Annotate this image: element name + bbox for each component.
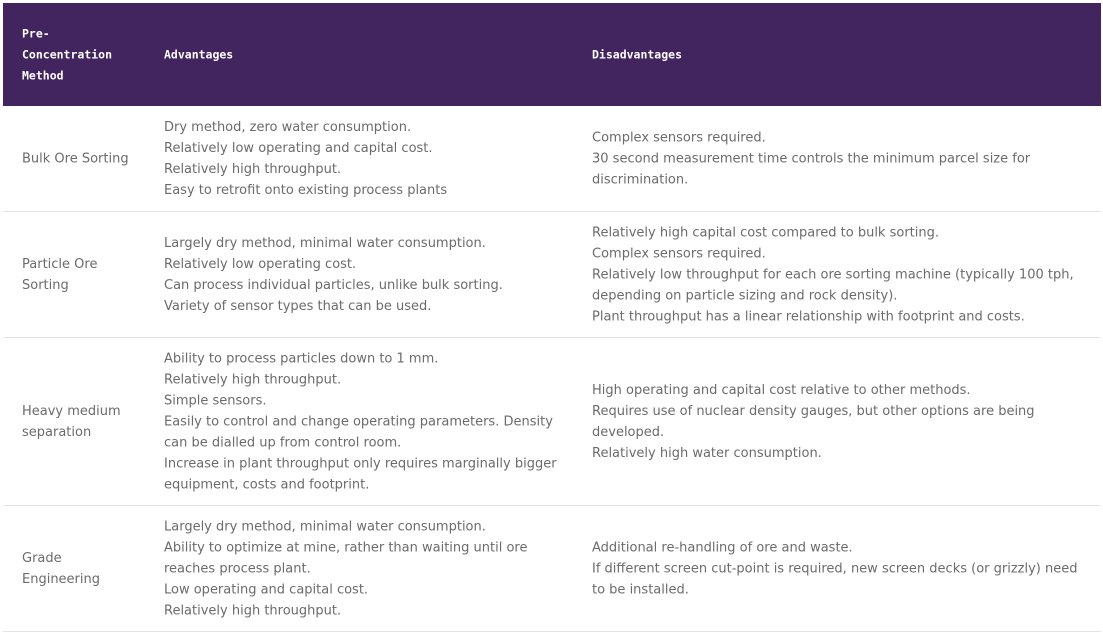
comparison-table: [3, 3, 1101, 632]
advantage-item: Largely dry method, minimal water consumption.: [164, 235, 486, 251]
advantage-item: Largely dry method, minimal water consumption.: [164, 519, 486, 534]
advantage-item: Relatively low operating and capital cost.: [164, 140, 433, 156]
advantage-item: Ability to optimize at mine, rather than waiting until ore reaches process plant.: [164, 540, 528, 576]
disadvantage-item: High operating and capital cost relative to other methods.: [592, 382, 971, 398]
advantages-cell: [164, 516, 564, 621]
advantage-item: Relatively high throughput.: [164, 372, 342, 387]
method-cell: Bulk Ore Sorting: [22, 151, 129, 166]
advantage-item: Easy to retrofit onto existing process plants: [164, 182, 448, 198]
disadvantage-item: Relatively high water consumption.: [592, 445, 822, 461]
advantage-item: Dry method, zero water consumption.: [164, 119, 412, 135]
advantage-item: Relatively high throughput.: [164, 161, 342, 177]
disadvantage-item: Relatively high capital cost compared to bulk sorting.: [592, 225, 940, 240]
advantage-item: Variety of sensor types that can be used.: [164, 298, 432, 314]
table-header: [3, 3, 1101, 106]
disadvantages-cell: [592, 222, 1082, 327]
disadvantages-cell: [592, 537, 1082, 600]
header-advantages: Advantages: [164, 47, 234, 61]
table-row: [3, 106, 1101, 212]
disadvantage-item: Requires use of nuclear density gauges, but other options are being developed.: [592, 403, 1035, 440]
disadvantage-item: Relatively low throughput for each ore sorting machine (typically 100 tph, depending on particle sizing and rock density).: [592, 267, 1074, 303]
method-cell: Particle Ore Sorting: [22, 256, 98, 293]
method-cell: Heavy medium separation: [22, 403, 121, 440]
table-row: [3, 506, 1101, 632]
disadvantage-item: Complex sensors required.: [592, 246, 766, 261]
disadvantages-cell: [592, 380, 1082, 464]
disadvantage-item: Additional re-handling of ore and waste.: [592, 540, 853, 555]
disadvantage-item: Complex sensors required.: [592, 130, 766, 145]
header-method: Pre- Concentration Method: [22, 26, 113, 82]
advantage-item: Increase in plant throughput only requires marginally bigger equipment, costs and footprint.: [164, 456, 557, 492]
advantage-item: Low operating and capital cost.: [164, 582, 369, 597]
advantage-item: Relatively low operating cost.: [164, 256, 357, 272]
advantages-cell: [164, 233, 564, 317]
header-disadvantages: Disadvantages: [592, 47, 683, 61]
advantages-cell: [164, 348, 564, 495]
disadvantage-item: Plant throughput has a linear relationship with footprint and costs.: [592, 309, 1025, 324]
advantage-item: Relatively high throughput.: [164, 603, 342, 618]
table-row: [3, 212, 1101, 338]
disadvantages-cell: [592, 127, 1082, 190]
advantage-item: Simple sensors.: [164, 393, 267, 408]
table-row: [3, 338, 1101, 506]
advantage-item: Can process individual particles, unlike bulk sorting.: [164, 277, 503, 293]
advantage-item: Easily to control and change operating parameters. Density can be dialled up from control room.: [164, 414, 553, 450]
disadvantage-item: If different screen cut-point is required, new screen decks (or grizzly) need to be installed.: [592, 561, 1078, 597]
advantages-cell: [164, 117, 564, 201]
advantage-item: Ability to process particles down to 1 mm.: [164, 351, 439, 366]
method-cell: Grade Engineering: [22, 550, 100, 587]
disadvantage-item: 30 second measurement time controls the minimum parcel size for discrimination.: [592, 151, 1031, 187]
